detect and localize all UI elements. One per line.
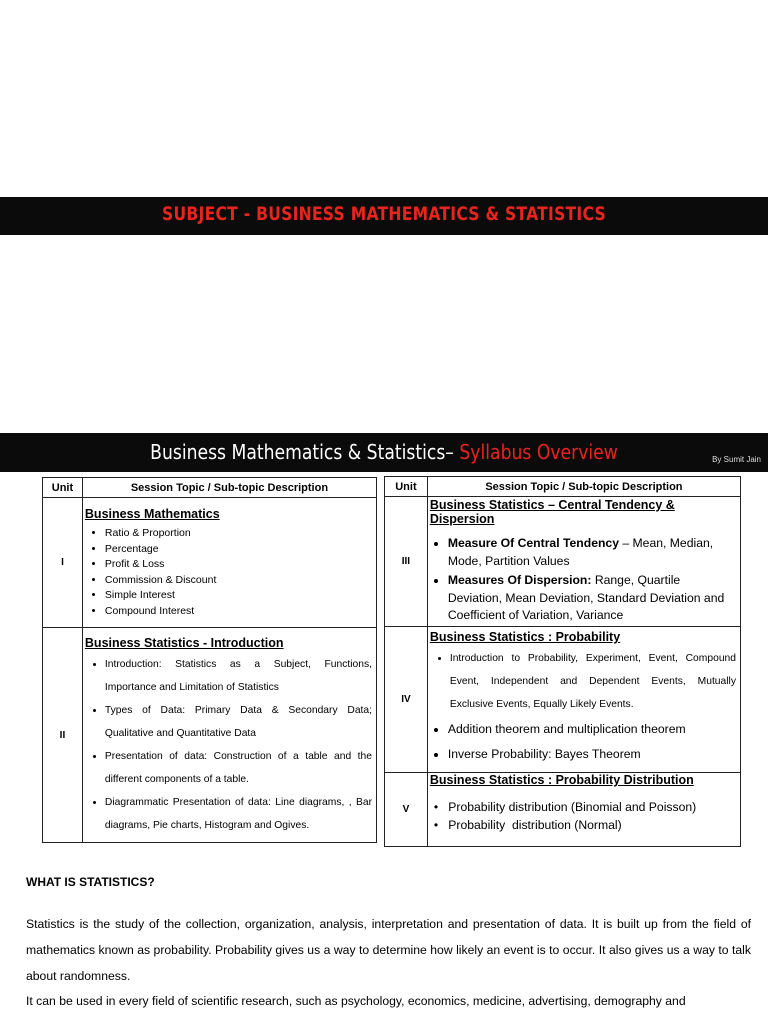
table-row: [43, 628, 377, 843]
unit-header: Unit: [385, 477, 428, 497]
topic-list: [428, 717, 740, 767]
paragraph: It can be used in every field of scientific research, such as psychology, economics, medicine, advertising, demography and: [26, 994, 686, 1008]
unit-number: III: [385, 497, 428, 627]
topic-header: Session Topic / Sub-topic Description: [82, 478, 376, 498]
table-row: [385, 773, 741, 847]
list-item: • Presentation of data: Construction of a table and the different components of a table.: [105, 745, 372, 791]
topic-list: [428, 799, 740, 834]
unit-title: Business Mathematics: [84, 507, 220, 521]
topic-header: Session Topic / Sub-topic Description: [427, 477, 740, 497]
unit-number: V: [385, 773, 428, 847]
topic-cell: [427, 773, 740, 847]
unit-title: Business Statistics : Probability Distribution: [429, 773, 694, 787]
table-row: [385, 627, 741, 773]
author-byline: By Sumit Jain: [712, 455, 761, 464]
topic-cell: [427, 627, 740, 773]
subject-title: SUBJECT - BUSINESS MATHEMATICS & STATISTICS: [162, 203, 606, 225]
list-item: • Introduction: Statistics as a Subject, Functions, Importance and Limitation of Statistics: [105, 653, 372, 699]
section-heading: WHAT IS STATISTICS?: [26, 875, 155, 889]
list-item: [448, 535, 734, 570]
syllabus-table-left: [42, 477, 377, 843]
item-text: Range, Quartile Deviation, Mean Deviation, Standard Deviation and Coefficient of Variation, Variance: [447, 573, 725, 622]
list-item: • Profit & Loss: [105, 557, 372, 573]
bullet-icon: •: [433, 800, 449, 814]
topic-cell: [82, 628, 376, 843]
list-item: • Introduction to Probability, Experiment, Event, Compound Event, Independent and Dependent Events, Mutually Exclusive Events, Equally Likely Events.: [450, 647, 736, 716]
unit-title: Business Statistics : Probability: [429, 630, 621, 644]
syllabus-title-highlight: Syllabus Overview: [453, 440, 618, 464]
list-item: • Inverse Probability: Bayes Theorem: [448, 742, 734, 767]
list-item: • Compound Interest: [105, 604, 372, 620]
table-row: [385, 497, 741, 627]
topic-cell: [82, 498, 376, 628]
item-bold-label: Measure Of Central Tendency: [447, 536, 619, 550]
item-bold-label: Measures Of Dispersion:: [447, 573, 592, 587]
table-header-row: [385, 477, 741, 497]
topic-list: [83, 653, 376, 837]
list-item: • Diagrammatic Presentation of data: Line diagrams, , Bar diagrams, Pie charts, Histogram and Ogives.: [105, 791, 372, 837]
list-item: • Ratio & Proportion: [105, 526, 372, 542]
subject-banner: [0, 197, 768, 235]
unit-number: IV: [385, 627, 428, 773]
item-text: – Mean, Median, Mode, Partition Values: [447, 536, 714, 568]
topic-list: [83, 526, 376, 619]
unit-number: II: [43, 628, 83, 843]
unit-title: Business Statistics - Introduction: [84, 636, 284, 650]
list-item: • Addition theorem and multiplication theorem: [448, 717, 734, 742]
list-item: • Types of Data: Primary Data & Secondary Data; Qualitative and Quantitative Data: [105, 699, 372, 745]
list-item: [434, 799, 734, 817]
list-item: [448, 572, 734, 625]
list-item: • Percentage: [105, 542, 372, 558]
topic-list: [428, 535, 740, 625]
item-text: Probability distribution (Normal): [448, 817, 622, 832]
item-text: Probability distribution (Binomial and Poisson): [448, 800, 697, 814]
topic-list: [428, 647, 740, 716]
unit-title: Business Statistics – Central Tendency & Dispersion: [429, 498, 675, 526]
topic-cell: [427, 497, 740, 627]
unit-number: I: [43, 498, 83, 628]
list-item: [434, 817, 734, 835]
syllabus-title-main: Business Mathematics & Statistics–: [150, 440, 454, 464]
unit-header: Unit: [43, 478, 83, 498]
syllabus-table-right: [384, 476, 741, 847]
table-header-row: [43, 478, 377, 498]
syllabus-banner: [0, 433, 768, 472]
table-row: [43, 498, 377, 628]
list-item: • Commission & Discount: [105, 573, 372, 589]
paragraph: Statistics is the study of the collection, organization, analysis, interpretation and presentation of data. It is built up from the field of mathematics known as probability. Probability gives us a way to determine how likely an event is to occur. It also gives us a way to talk about randomness.: [26, 917, 751, 983]
bullet-icon: •: [433, 817, 449, 832]
list-item: • Simple Interest: [105, 588, 372, 604]
syllabus-title: [54, 440, 714, 464]
